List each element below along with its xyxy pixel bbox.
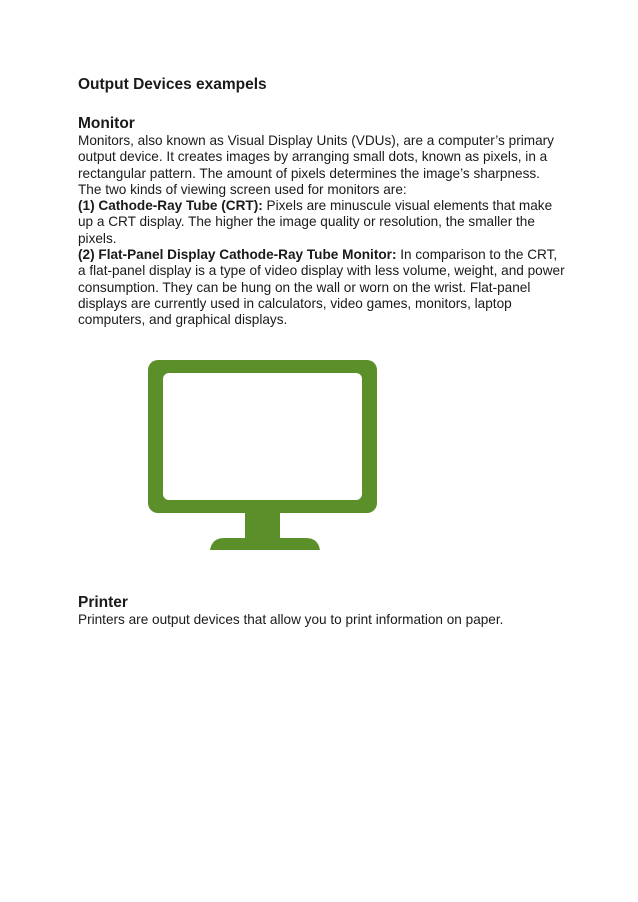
crt-text: Pixels are minuscule visual elements that make up a CRT display. The higher the image quality or resolution, the smaller the pixels. bbox=[78, 198, 553, 246]
monitor-illustration bbox=[148, 360, 378, 550]
printer-heading: Printer bbox=[78, 594, 128, 611]
printer-text: Printers are output devices that allow you to print information on paper. bbox=[78, 612, 504, 627]
document-title: Output Devices exampels bbox=[78, 76, 267, 93]
monitor-heading: Monitor bbox=[78, 115, 135, 132]
flat-panel-paragraph bbox=[78, 247, 568, 328]
monitor-kinds-intro: The two kinds of viewing screen used for monitors are: bbox=[78, 181, 407, 197]
flat-panel-label: (2) Flat-Panel Display Cathode-Ray Tube Monitor: bbox=[78, 247, 397, 263]
monitor-icon bbox=[148, 360, 378, 550]
monitor-intro: Monitors, also known as Visual Display Units (VDUs), are a computer’s primary output device. It creates images by arranging small dots, known as pixels, in a rectangular pattern. The amount of pixels determines the image’s sharpness. bbox=[78, 133, 554, 181]
monitor-section bbox=[78, 114, 568, 329]
monitor-neck bbox=[245, 512, 280, 538]
printer-section bbox=[78, 593, 568, 628]
monitor-screen bbox=[163, 373, 362, 500]
flat-panel-text: In comparison to the CRT, a flat-panel display is a type of video display with less volume, weight, and power consumption. They can be hung on the wall or worn on the wrist. Flat-panel displays are currently used in calculators, video games, monitors, laptop computers, and graphical displays. bbox=[78, 247, 565, 328]
crt-paragraph bbox=[78, 198, 568, 247]
crt-label: (1) Cathode-Ray Tube (CRT): bbox=[78, 198, 263, 214]
monitor-base bbox=[210, 538, 320, 550]
